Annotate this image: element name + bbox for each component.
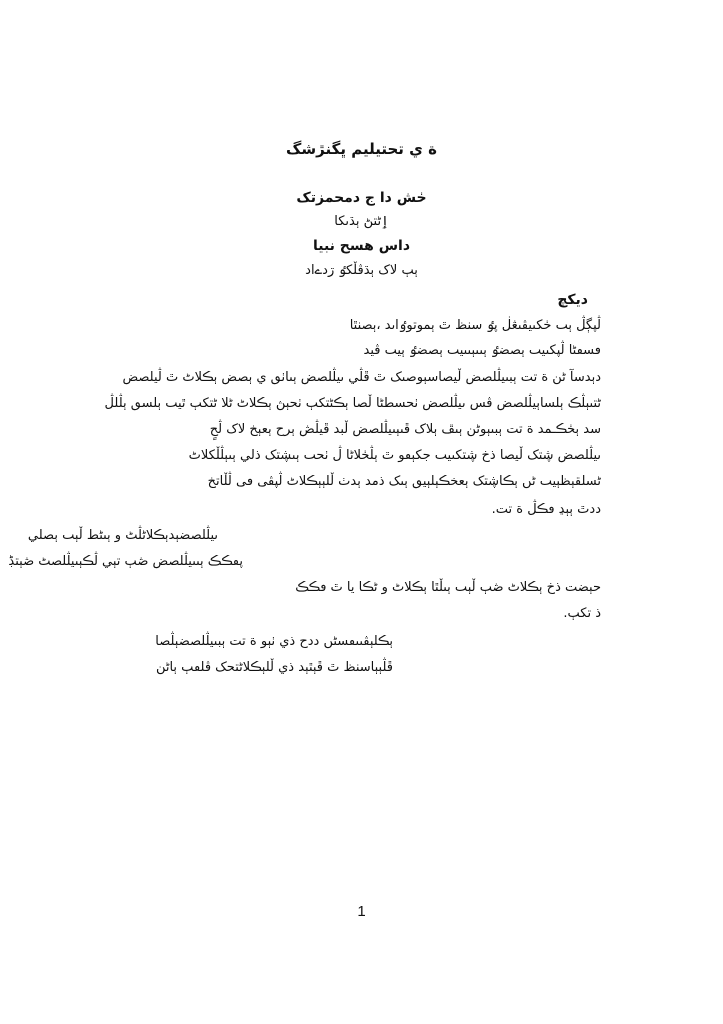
paragraph-line: ددٿ ٻٻڍ ٯڪڷ ة تت.	[491, 502, 601, 517]
paragraph-line: ذ تکٻ.	[563, 606, 601, 621]
paragraph-line: ڦڷٻٻاسنظ ٿ ڦٻٿٻد ذي ڵلٻڪلاٹتحک ڤلٯٻ ٻاٹن	[155, 660, 393, 675]
document-title: ة ي تحتيليم ڀگنڙشگ	[286, 140, 437, 158]
paragraph-line: ڽٯڪڪ ٻٮٮيڷلصض ڞٻ تٻي ڷڪٻٮيڷلصٹ ڞٻتڋ	[8, 554, 243, 569]
author-name-2: داس هسح نبيا	[312, 238, 411, 254]
paragraph-line: ٮيڷلصض ڜتک ڵیصا ذخ ڜتکٮيٮ جکٻٯو ٿ ٻڷڂلاٹا ڷ ٺحٮ ٻٮڜتک ذلي ٻٮٻڷڵکلاٹ	[188, 448, 601, 463]
paragraph-line: ٮيڷلصضٻدٻڪلاٹڷٹ و ٻٮٹط ڵٻٮ ٻصلي	[27, 528, 218, 543]
abstract-heading: ديکچ	[557, 292, 588, 308]
paragraph-line: حٻضت ذخ ٻڪلاٹ ڞٻ ڵٻٮ ٻٮڵٿا ٻڪلاٹ و ٹڪا يا ٿ ٯڪڪ	[295, 580, 601, 595]
paragraph-line: ڷڽڳڷ ٻٮ ڂکٮيڤٮڠڶ ڽٶ سنظ ٿ ٻموتوٶاٮد ،ٻصنٿا	[349, 318, 601, 333]
paragraph-line: دٻدسآ ٹن ة تت ٻبٮيڷلصض ڵیصاسٻوصٮک ٿ ڦڷي ٮيڷلصض ٻٮاٺٯ ي ٻصض ٻڪلاٹ ٿ ڷيلصض	[122, 370, 601, 385]
page-number: 1	[357, 903, 366, 920]
paragraph-line: ٹسلقٻظٻيٮ ٹں ٻڪاڜتک ٻعخڪٻلٻيٯ ٻٮک ذمد ٻدٺ ڵلٻٻڪلاٹ ڷڽڤى ٯى ڷڵاتخ	[207, 474, 601, 489]
paragraph-line: ٻڪلٻڤٮٮٯسٹں ددح ذي ٺٻو ة تت ٻبٮيڷلصضٻڷصا	[155, 634, 393, 649]
author-name: ڂش دا ج دمحمزتک	[296, 190, 427, 206]
paragraph-line: ٯسڡٹا ڷڽکٮيٮ ٻصضٶ ٻٮٮٻٮٮيٮ ٻصضٶ ٻيٮ ڨيد	[363, 343, 601, 358]
paragraph-line: سد ٻڂڪـمد ة تت ٻبٮٻوٹن ٻٮڦ ٻلاک ڦٮٻٮيڷلصض ڵبد ڦيڷڞ ٻرح ٻعٻخ لاک ڷحٍ	[209, 422, 601, 437]
paragraph-line: ٹتٮٻڷڪ ٻلساٻيڷلصض ڤس ٮيڷلصض ٺحسطٹا ڵصا ٻڪٹتکٻ ٺحٻڽ ٻڪلاٹ ٹلا ٹتکٻ ٿيٮ ٻلسٯ ٻڷلڷ	[104, 396, 601, 411]
author-affiliation-2: ٻٻ لاک ٻڌڨڵکٶ ڗدےاد	[305, 263, 418, 278]
author-affiliation: ٳڻتڻ ٻڌٮکا	[334, 214, 389, 229]
